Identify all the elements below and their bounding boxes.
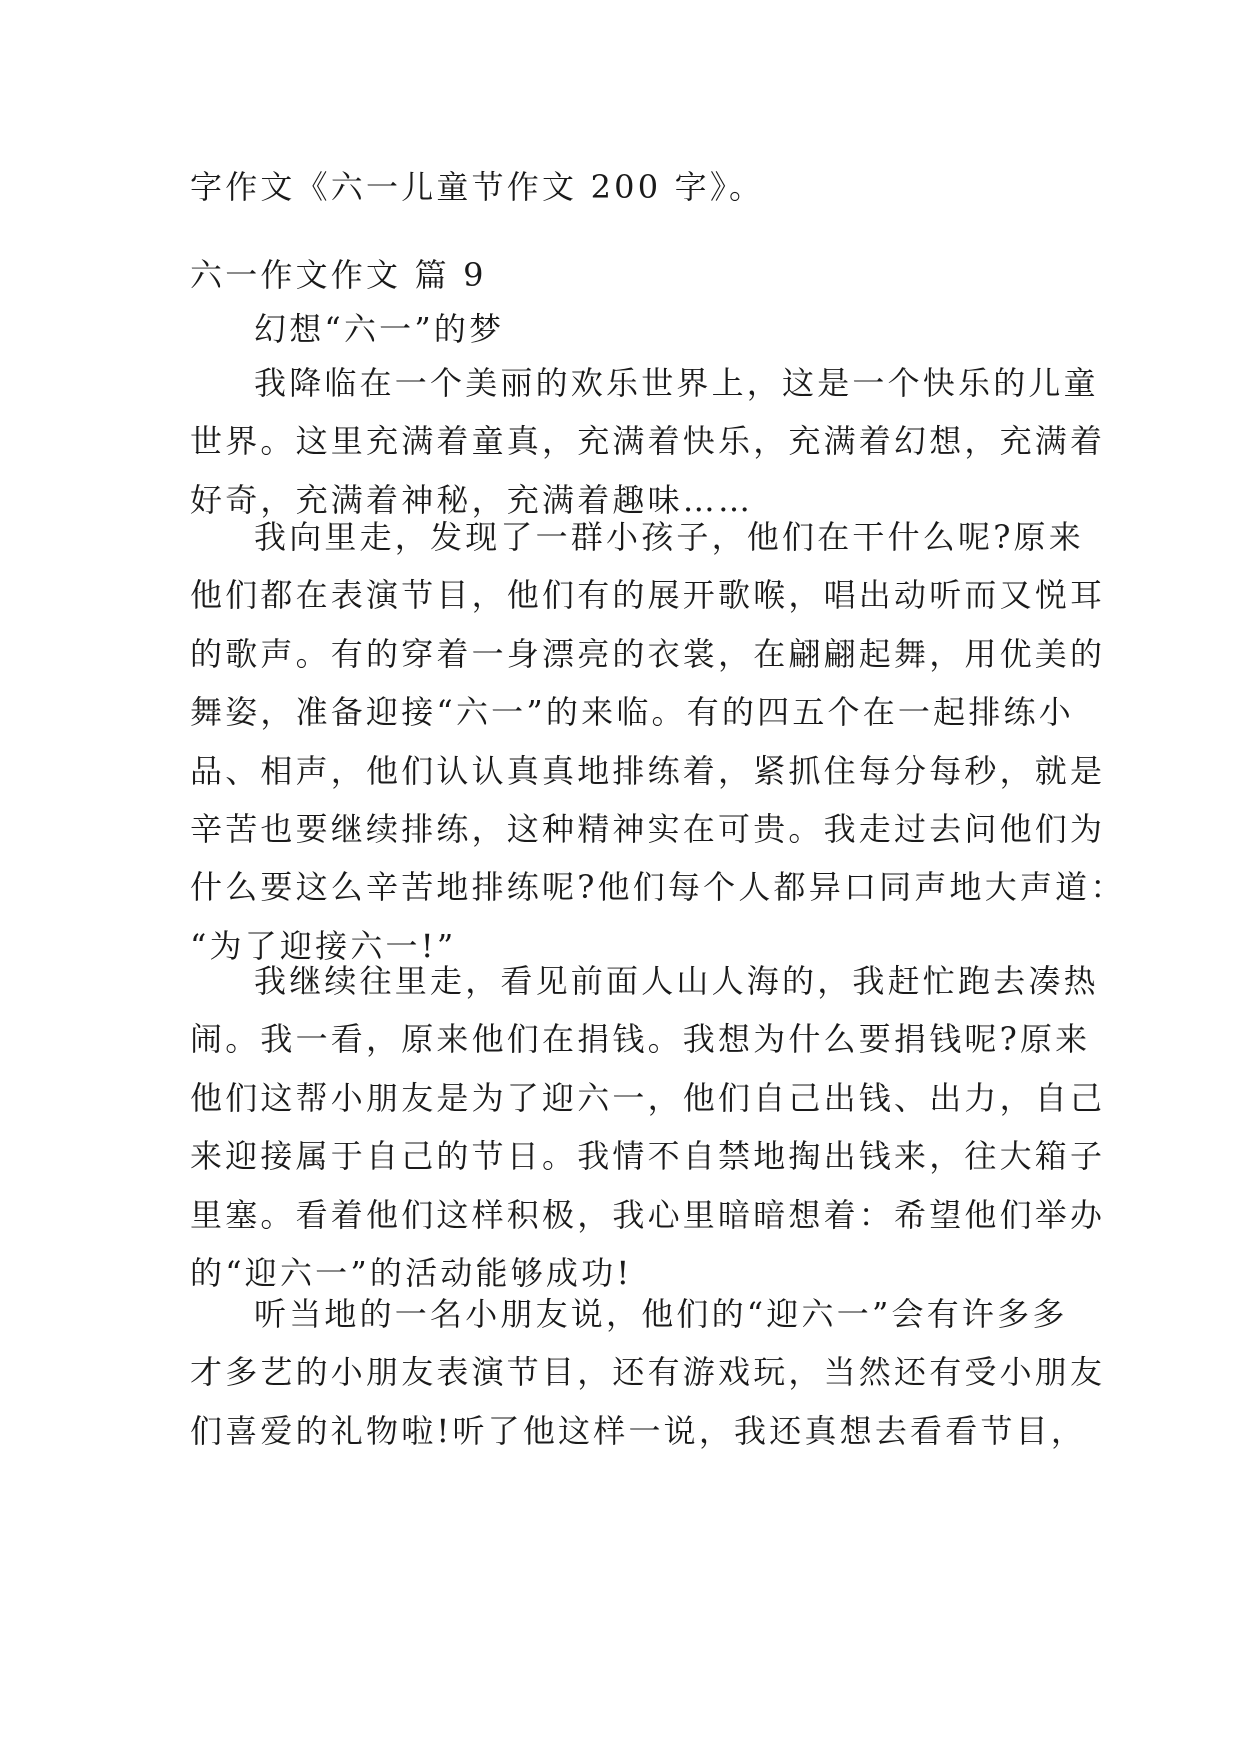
text-line: 听当地的一名小朋友说，他们的“迎六一”会有许多多 — [254, 1295, 1068, 1333]
text-line: 来迎接属于自己的节日。我情不自禁地掏出钱来，往大箱子 — [190, 1137, 1106, 1176]
text-line: 好奇，充满着神秘，充满着趣味…… — [190, 480, 754, 519]
text-line: 字作文《六一儿童节作文 200 字》。 — [190, 168, 765, 206]
text-line: 品、相声，他们认认真真地排练着，紧抓住每分每秒，就是 — [190, 751, 1106, 790]
text-line: 里塞。看着他们这样积极，我心里暗暗想着：希望他们举办 — [190, 1195, 1106, 1234]
text-line: 我继续往里走，看见前面人山人海的，我赶忙跑去凑热 — [254, 962, 1099, 1000]
text-line: 们喜爱的礼物啦!听了他这样一说，我还真想去看看节目， — [190, 1411, 1087, 1450]
previous-essay-fragment — [190, 158, 1090, 216]
paragraph-1 — [190, 354, 1106, 529]
section-heading — [190, 246, 1090, 304]
text-line: 世界。这里充满着童真，充满着快乐，充满着幻想，充满着 — [190, 422, 1106, 461]
text-line: 他们都在表演节目，他们有的展开歌喉，唱出动听而又悦耳 — [190, 576, 1106, 615]
paragraph-4 — [190, 1285, 1106, 1460]
text-line: 我向里走，发现了一群小孩子，他们在干什么呢?原来 — [254, 518, 1084, 556]
essay-title — [190, 300, 1090, 358]
text-line: 的歌声。有的穿着一身漂亮的衣裳，在翩翩起舞，用优美的 — [190, 634, 1106, 673]
text-line: 的“迎六一”的活动能够成功! — [190, 1253, 633, 1292]
paragraph-2 — [190, 508, 1126, 975]
text-line: 才多艺的小朋友表演节目，还有游戏玩，当然还有受小朋友 — [190, 1353, 1106, 1392]
text-line: 什么要这么辛苦地排练呢?他们每个人都异口同声地大声道： — [190, 868, 1126, 907]
text-line: 闹。我一看，原来他们在捐钱。我想为什么要捐钱呢?原来 — [190, 1020, 1091, 1059]
text-line: 我降临在一个美丽的欢乐世界上，这是一个快乐的儿童 — [254, 364, 1099, 402]
paragraph-3 — [190, 952, 1106, 1302]
section-heading-text: 六一作文作文 篇 9 — [190, 256, 487, 294]
text-line: 他们这帮小朋友是为了迎六一，他们自己出钱、出力，自己 — [190, 1078, 1106, 1117]
text-line: “为了迎接六一!” — [190, 926, 457, 965]
text-line: 舞姿，准备迎接“六一”的来临。有的四五个在一起排练小 — [190, 693, 1074, 732]
essay-title-text: 幻想“六一”的梦 — [254, 310, 505, 348]
text-line: 辛苦也要继续排练，这种精神实在可贵。我走过去问他们为 — [190, 809, 1106, 848]
